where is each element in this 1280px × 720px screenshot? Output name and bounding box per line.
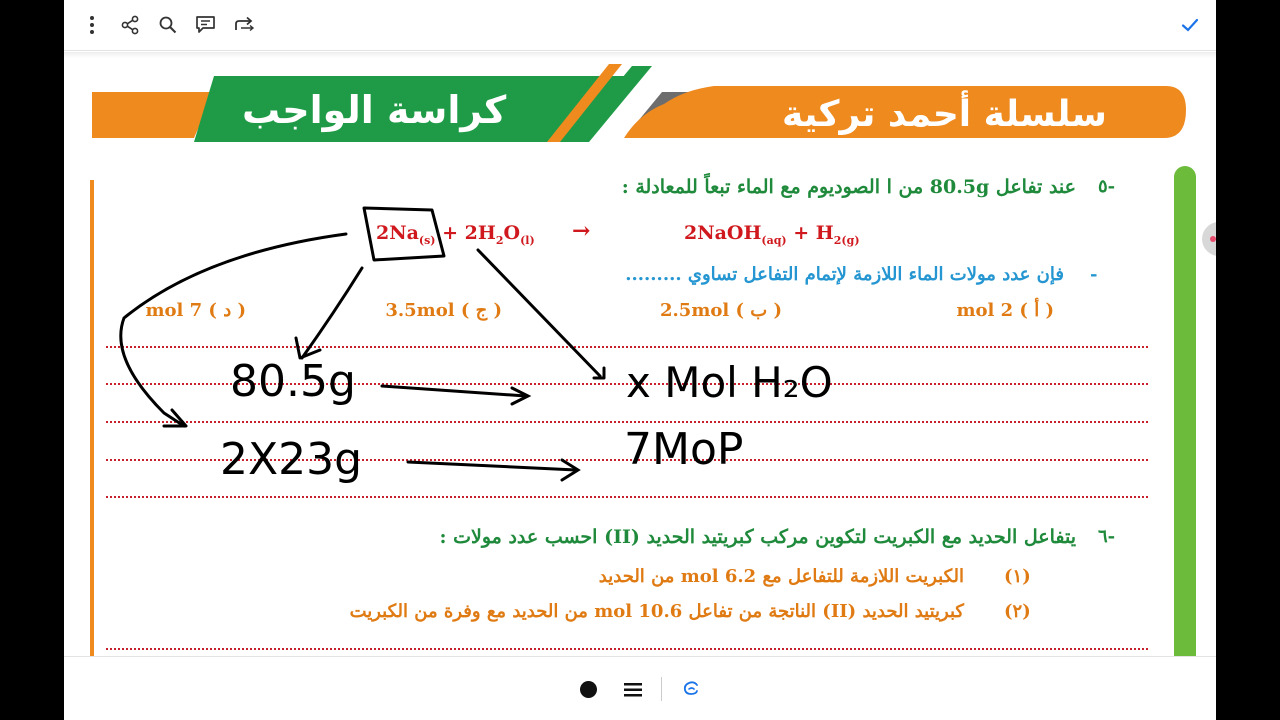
q5-sub-bullet: - bbox=[1090, 264, 1098, 285]
bottom-toolbar bbox=[64, 656, 1216, 720]
eq-plus-h2: + 2H bbox=[442, 222, 496, 244]
eq-o: O bbox=[503, 222, 521, 244]
handwritten-molar-mass: 2X23g bbox=[220, 434, 363, 485]
option-d[interactable]: ( د ) 7 mol bbox=[145, 300, 246, 321]
menu-lines-icon[interactable] bbox=[624, 682, 642, 698]
eq-na-state: (s) bbox=[418, 233, 436, 247]
top-toolbar bbox=[64, 0, 1216, 51]
q6-number: -٦ bbox=[1098, 526, 1116, 547]
q6-item-1-num: (١) bbox=[1004, 566, 1031, 587]
handwritten-x-mol: x Mol H₂O bbox=[626, 358, 833, 407]
check-icon[interactable] bbox=[1178, 13, 1202, 37]
q6-item-2-num: (٢) bbox=[1004, 601, 1031, 622]
q6-item-1-text: الكبريت اللازمة للتفاعل مع 6.2 mol من الحديد bbox=[598, 566, 964, 587]
eq-na: 2Na bbox=[376, 222, 419, 244]
q5-text: عند تفاعل 80.5g من ا الصوديوم مع الماء تبعاً للمعادلة : bbox=[621, 176, 1076, 198]
eq-h2o-state: (l) bbox=[520, 233, 535, 247]
scroll-handle-dot bbox=[1210, 236, 1216, 242]
redo-icon[interactable] bbox=[232, 13, 256, 37]
q6-text: يتفاعل الحديد مع الكبريت لتكوين مركب كبريتيد الحديد (II) احسب عدد مولات : bbox=[439, 526, 1076, 548]
q5-number: -٥ bbox=[1098, 176, 1116, 197]
banner-right-title: سلسلة أحمد تركية bbox=[782, 94, 1107, 135]
handwritten-7mol: 7MoP bbox=[624, 424, 744, 475]
eq-h2-state: 2(g) bbox=[833, 233, 860, 247]
toolbar-divider bbox=[661, 677, 662, 701]
eq-arrow: → bbox=[572, 218, 591, 244]
option-b[interactable]: ( ب ) 2.5mol bbox=[660, 300, 782, 321]
handwritten-mass: 80.5g bbox=[230, 356, 356, 407]
q5-sub-text: فإن عدد مولات الماء اللازمة لإتمام التفاعل تساوي ......... bbox=[625, 264, 1064, 285]
eq-naoh-state: (aq) bbox=[761, 233, 787, 247]
pdf-annotator-app bbox=[64, 0, 1216, 720]
eq-h2o-sub: 2 bbox=[495, 233, 504, 247]
banner-left-title: كراسة الواجب bbox=[242, 88, 507, 132]
more-vert-icon[interactable] bbox=[80, 13, 104, 37]
eq-plus-h: + H bbox=[793, 222, 834, 244]
q6-item-2-text: كبريتيد الحديد (II) الناتجة من تفاعل 10.6 mol من الحديد مع وفرة من الكبريت bbox=[349, 601, 964, 622]
document-page bbox=[64, 58, 1216, 656]
eq-naoh: 2NaOH bbox=[684, 222, 762, 244]
search-icon[interactable] bbox=[156, 13, 180, 37]
option-c[interactable]: ( ج ) 3.5mol bbox=[385, 300, 502, 321]
option-a[interactable]: ( أ ) 2 mol bbox=[956, 300, 1054, 321]
comment-icon[interactable] bbox=[194, 13, 218, 37]
lasso-icon[interactable] bbox=[680, 679, 702, 699]
share-icon[interactable] bbox=[118, 13, 142, 37]
record-dot-icon[interactable] bbox=[580, 681, 597, 698]
